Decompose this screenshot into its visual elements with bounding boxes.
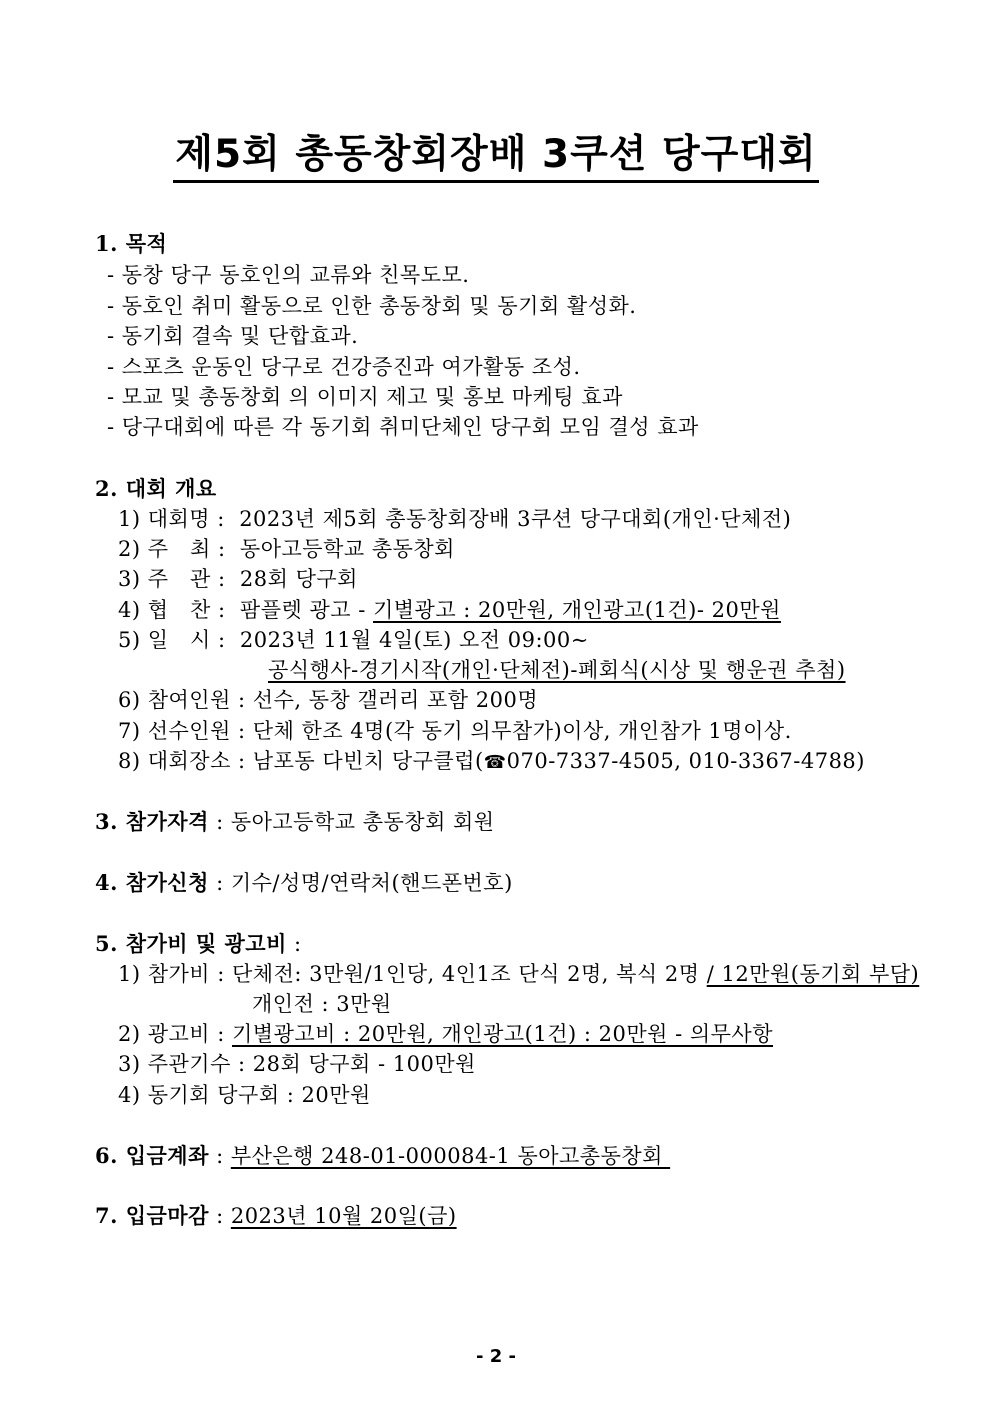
phone-icon: ☎ [483, 752, 507, 773]
overview-row-datetime: 5) 일 시 : 2023년 11월 4일(토) 오전 09:00∼ [118, 628, 589, 652]
fee-row-entry: 1) 참가비 : 단체전: 3만원/1인당, 4인1조 단식 2명, 복식 2명 / 12만원(동기회 부담) [118, 962, 920, 986]
sponsor-ad-fee: 기별광고 : 20만원, 개인광고(1건)- 20만원 [372, 598, 781, 622]
section-6-heading: 6. 입금계좌 [95, 1143, 209, 1168]
overview-row-name: 1) 대회명 : 2023년 제5회 총동창회장배 3쿠션 당구대회(개인·단체전) [118, 507, 792, 531]
fee-row-ad: 2) 광고비 : 기별광고비 : 20만원, 개인광고(1건) : 20만원 - 의무사항 [118, 1022, 774, 1046]
purpose-item: - 동기회 결속 및 단합효과. [107, 324, 359, 348]
purpose-item: - 당구대회에 따른 각 동기회 취미단체인 당구회 모임 결성 효과 [107, 415, 699, 439]
deposit-deadline: 2023년 10월 20일(금) [230, 1204, 457, 1228]
overview-row-players: 7) 선수인원 : 단체 한조 4명(각 동기 의무참가)이상, 개인참가 1명이상. [118, 719, 792, 743]
purpose-item: - 동창 당구 동호인의 교류와 친목도모. [107, 263, 470, 287]
section-7: 7. 입금마감 : 2023년 10월 20일(금) [95, 1203, 457, 1228]
overview-row-schedule: 공식행사-경기시작(개인·단체전)-폐회식(시상 및 행운권 추첨) [268, 658, 846, 682]
purpose-item: - 모교 및 총동창회 의 이미지 제고 및 홍보 마케팅 효과 [107, 385, 623, 409]
bank-account: 부산은행 248-01-000084-1 동아고총동창회 [230, 1144, 671, 1168]
section-7-heading: 7. 입금마감 [95, 1203, 209, 1228]
overview-row-organizer: 3) 주 관 : 28회 당구회 [118, 567, 358, 591]
section-3-heading: 3. 참가자격 [95, 809, 209, 834]
page-number: - 2 - [476, 1346, 516, 1367]
section-3: 3. 참가자격 : 동아고등학교 총동창회 회원 [95, 809, 495, 834]
overview-row-venue: 8) 대회장소 : 남포동 다빈치 당구클럽(☎070-7337-4505, 010-3367-4788) [118, 749, 865, 773]
section-1-heading: 1. 목적 [95, 231, 168, 256]
section-5-heading: 5. 참가비 및 광고비 [95, 931, 287, 956]
overview-row-sponsor: 4) 협 찬 : 팜플렛 광고 - 기별광고 : 20만원, 개인광고(1건)- 20만원 [118, 598, 781, 622]
purpose-item: - 동호인 취미 활동으로 인한 총동창회 및 동기회 활성화. [107, 294, 637, 318]
section-2-heading: 2. 대회 개요 [95, 476, 217, 501]
overview-row-attendees: 6) 참여인원 : 선수, 동창 갤러리 포함 200명 [118, 688, 539, 712]
document-title: 제5회 총동창회장배 3쿠션 당구대회 [0, 132, 992, 183]
purpose-item: - 스포츠 운동인 당구로 건강증진과 여가활동 조성. [107, 355, 581, 379]
fee-row-class-club: 4) 동기회 당구회 : 20만원 [118, 1083, 371, 1107]
fee-row-host-class: 3) 주관기수 : 28회 당구회 - 100만원 [118, 1052, 476, 1076]
section-4: 4. 참가신청 : 기수/성명/연락처(핸드폰번호) [95, 870, 513, 895]
section-6: 6. 입금계좌 : 부산은행 248-01-000084-1 동아고총동창회 [95, 1143, 671, 1168]
fee-row-entry-individual: 개인전 : 3만원 [252, 992, 392, 1016]
section-4-heading: 4. 참가신청 [95, 870, 209, 895]
section-5: 5. 참가비 및 광고비 : [95, 931, 302, 956]
overview-row-host: 2) 주 최 : 동아고등학교 총동창회 [118, 537, 455, 561]
